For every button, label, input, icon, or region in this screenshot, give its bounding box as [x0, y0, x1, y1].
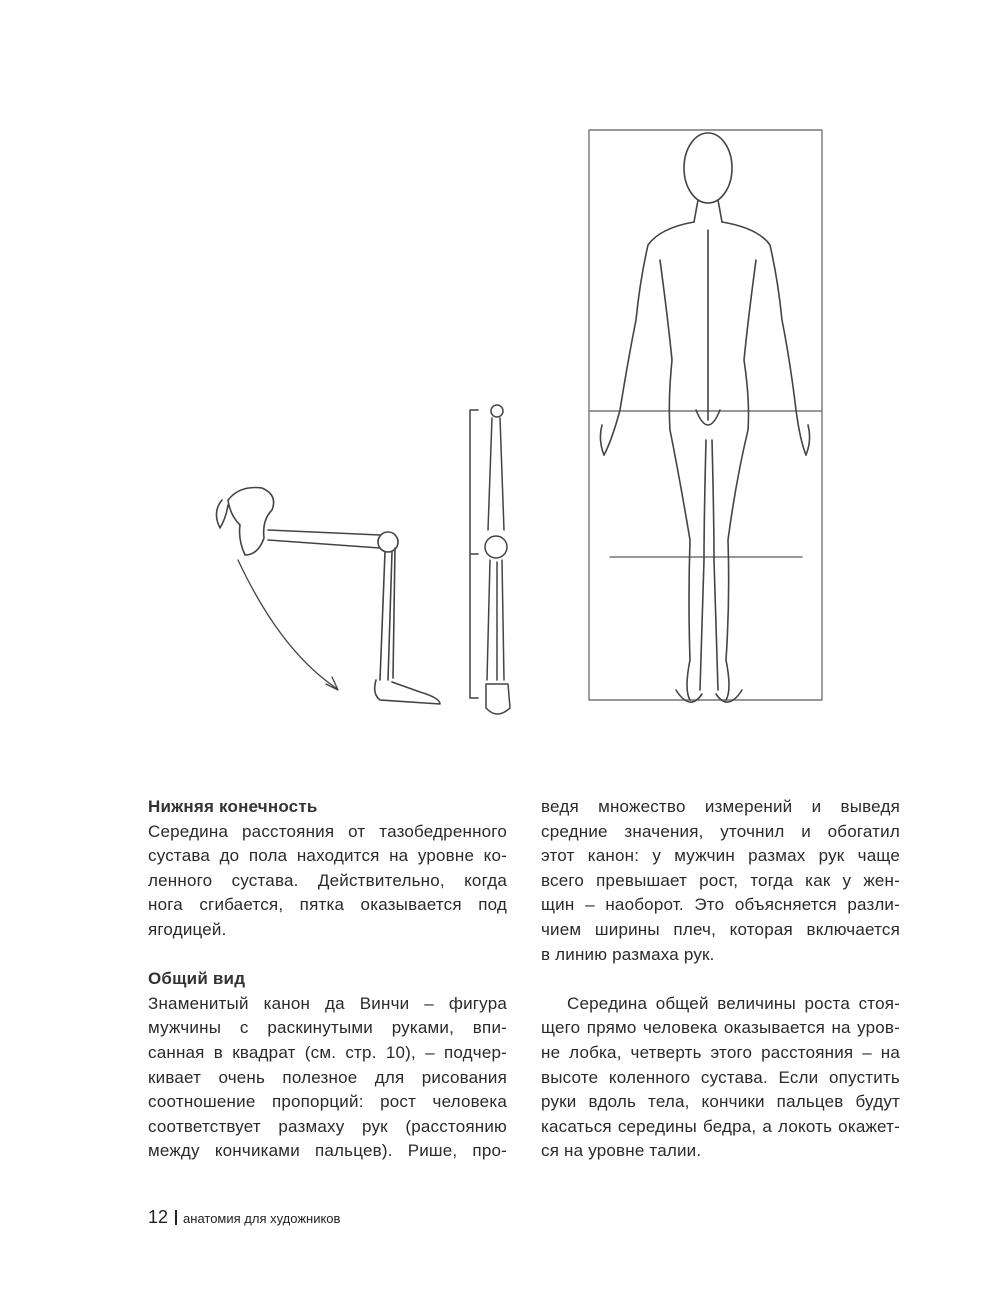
text-line: ягодицей. [148, 919, 227, 939]
text-line: Знаменитый канон да Винчи – фигура [148, 993, 507, 1013]
text-line: санная в квадрат (см. стр. 10), – подчер- [148, 1042, 507, 1062]
book-title: анатомия для художников [183, 1211, 341, 1226]
text-line: руки вдоль тела, кончики пальцев будут [541, 1092, 900, 1112]
section-heading-general-view: Общий вид [148, 969, 246, 989]
leg-skeleton-sketch [470, 405, 510, 714]
standing-figure-frame [589, 130, 822, 700]
text-line: нога сгибается, пятка оказывается под [148, 895, 507, 915]
standing-figure-sketch [600, 133, 809, 702]
text-line: касаться середины бедра, а локоть окажет- [541, 1116, 900, 1136]
text-line: ведя множество измерений и выведя [541, 797, 900, 816]
text-line: кивает очень полезное для рисования [148, 1067, 507, 1087]
text-line: щин – наоборот. Это объясняется разли- [541, 895, 900, 915]
text-line: средние значения, уточнил и обогатил [541, 821, 900, 841]
text-line: между кончиками пальцев). Рише, про- [148, 1141, 507, 1161]
text-line: этот канон: у мужчин размах рук чаще [541, 846, 900, 866]
text-line: сустава до пола находится на уровне ко- [148, 846, 507, 866]
text-line: соответствует размаху рук (расстоянию [148, 1116, 507, 1136]
text-line: Середина общей величины роста стоя- [567, 993, 900, 1013]
text-line: чием ширины плеч, которая включается [541, 919, 900, 939]
text-line: высоте коленного сустава. Если опустить [541, 1067, 900, 1087]
right-text-column [541, 795, 900, 1164]
footer-divider [175, 1210, 177, 1225]
text-line: ленного сустава. Действительно, когда [148, 870, 507, 890]
text-line: мужчины с раскинутыми руками, впи- [148, 1018, 507, 1038]
text-line: Середина расстояния от тазобедренного [148, 821, 507, 841]
left-text-column [148, 795, 507, 1164]
text-line: щего прямо человека оказывается на уров- [541, 1018, 900, 1038]
page-footer [148, 1207, 340, 1228]
section-heading-lower-limb: Нижняя конечность [148, 797, 318, 816]
text-line: соотношение пропорций: рост человека [148, 1092, 507, 1112]
text-line: ся на уровне талии. [541, 1141, 702, 1161]
page-number: 12 [148, 1207, 169, 1227]
text-line: не лобка, четверть этого расстояния – на [541, 1042, 900, 1062]
text-line: в линию размаха рук. [541, 944, 715, 964]
text-line: всего превышает рост, тогда как у жен- [541, 870, 900, 890]
bent-leg-sketch [216, 488, 440, 705]
